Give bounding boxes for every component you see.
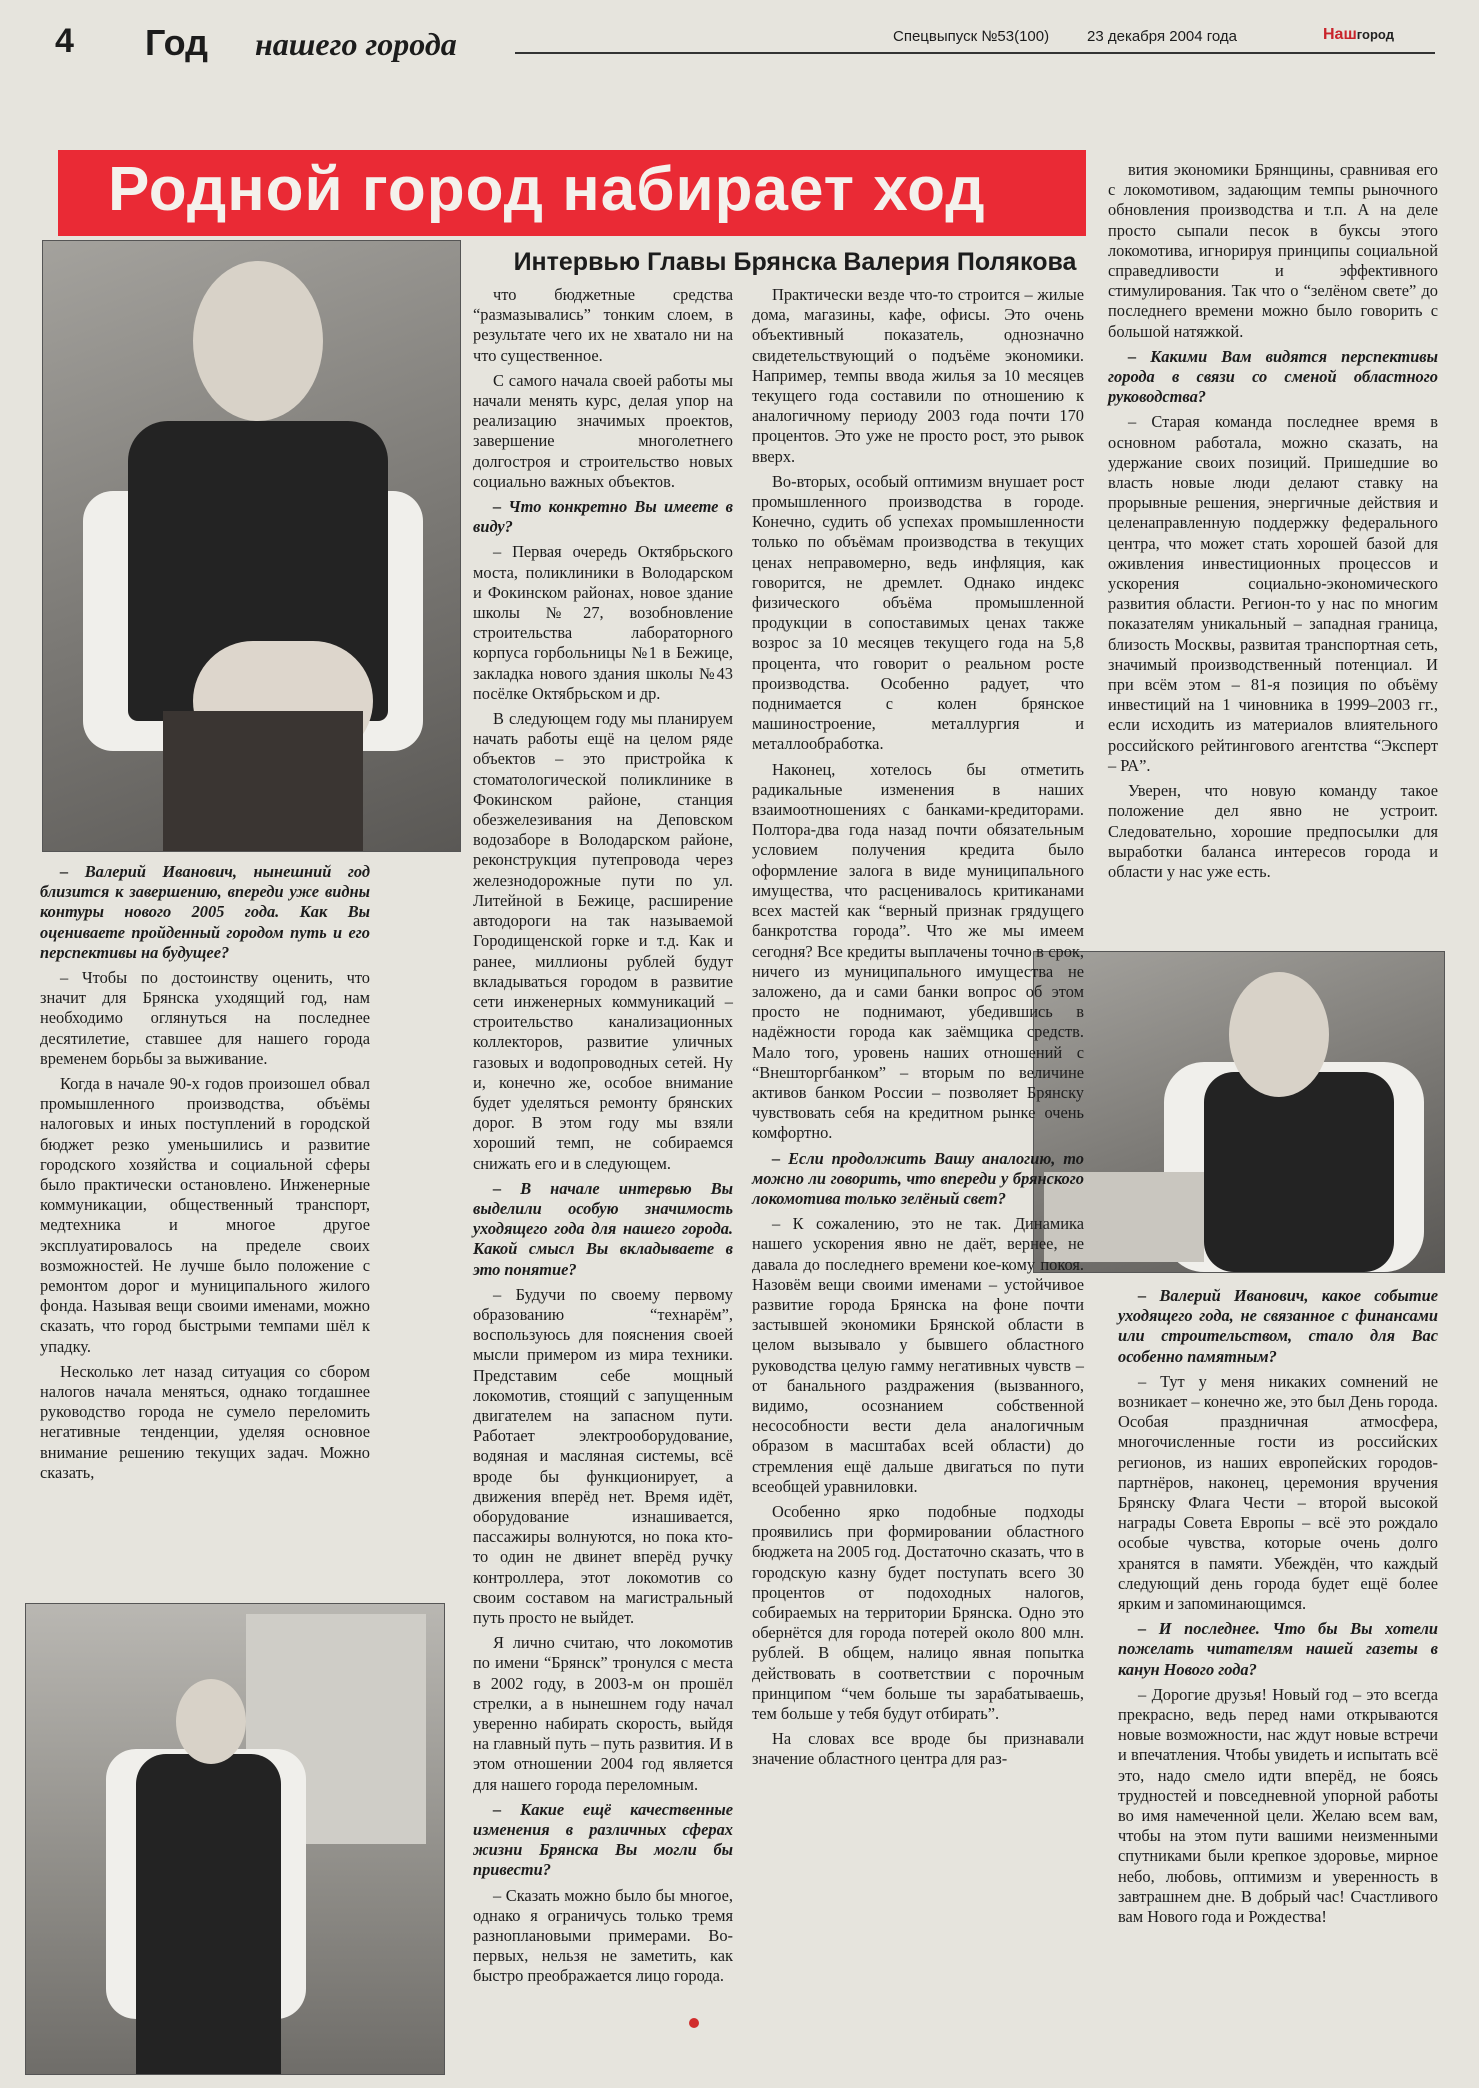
header-rule — [515, 52, 1435, 54]
newspaper-logo — [1323, 26, 1394, 44]
photo-desk-head — [1229, 972, 1329, 1097]
section-subtitle: нашего города — [255, 26, 457, 62]
page-header — [55, 22, 1435, 66]
red-ink-dot — [689, 2018, 699, 2028]
question-paragraph: – Валерий Иванович, нынешний год близится к завершению, впереди уже видны контуры нового 2005 года. Как Вы оцениваете пройденный городом путь и его перспективы на будущее? — [40, 862, 370, 962]
question-paragraph: – Какими Вам видятся перспективы города в связи со сменой областного руководства? — [1108, 346, 1438, 407]
photo-desk-vest — [1204, 1072, 1394, 1272]
answer-paragraph: вития экономики Брянщины, сравнивая его с локомотивом, задающим темпы рыночного обновления производства и т.п. А на деле просто сыпали песок в буксы этого локомотива, игнорируя принципы социальной справедливости и эффективного стимулирования. Так что о “зелёном свете” до последнего времени можно было говорить с большой натяжкой. — [1108, 160, 1438, 341]
answer-paragraph: В следующем году мы планируем начать работы ещё на целом ряде объектов – это пристройка к стоматологической поликлинике в Фокинском районе, станция обезжелезивания на Деповском водозаборе в Володарском районе, реконструкция путепровода через железнодорожные пути по ул. Литейной в Бежице, расширение автодороги на так называемой Городищенской горке и т.д. Как и ранее, миллионы рублей будут вкладываться городом в развитие сети инженерных коммуникаций – строительство канализационных коллекторов, развитие уличных газовых и водопроводных сетей. Ну и, конечно же, особое внимание будет уделяться ремонту брянских дорог. В этом году мы взяли хороший темп, не собираемся снижать его и в следующем. — [473, 709, 733, 1173]
logo-main: Наш — [1323, 26, 1357, 43]
question-paragraph: – Какие ещё качественные изменения в различных сферах жизни Брянска Вы могли бы привести? — [473, 1799, 733, 1880]
photo-mayor-seated — [42, 240, 461, 852]
answer-paragraph: С самого начала своей работы мы начали менять курс, делая упор на реализацию значимых проектов, завершение многолетнего долгостроя и строительство новых социально важных объектов. — [473, 370, 733, 491]
answer-paragraph: – Будучи по своему первому образованию “технарём”, воспользуюсь для пояснения своей мысли примером из мира техники. Представим себе мощный локомотив, стоящий с запущенным двигателем на запасном пути. Работает электрооборудование, водяная и масляная системы, всё вроде бы функционирует, а движения вперёд нет. Время идёт, оборудование изнашивается, пассажиры волнуются, но пока кто-то один не двинет вперёд ручку контроллера, этот локомотив со своим составом на магистральный путь просто не выйдет. — [473, 1284, 733, 1627]
answer-paragraph: Во-вторых, особый оптимизм внушает рост промышленного производства в городе. Конечно, судить об успехах промышленности только по объёмам производства в текущих ценах неправомерно, ведь инфляция, как говорится, не дремлет. Однако индекс физического объёма промышленной продукции в сопоставимых ценах также возрос за 10 месяцев текущего года на 5,8 процента, что говорит о реальном росте производства. Особенно радует, что поднимается с колен брянское машиностроение, металлургия и металлообработка. — [752, 471, 1084, 754]
answer-paragraph: На словах все вроде бы признавали значение областного центра для раз- — [752, 1729, 1084, 1769]
headline: Родной город набирает ход — [108, 155, 986, 224]
answer-paragraph: Особенно ярко подобные подходы проявились при формировании областного бюджета на 2005 год. Достаточно сказать, что в городскую казну будет поступать всего 30 процентов от подоходных налогов, собираемых на территории Брянска. Одно это обернётся для города потерей около 800 млн. рублей. В общем, налицо явная попытка действовать в соответствии с порочным принципом “чем больше ты зарабатываешь, тем больше у тебя будут отбирать”. — [752, 1501, 1084, 1724]
answer-paragraph: – Первая очередь Октябрьского моста, поликлиники в Володарском и Фокинском районах, новое здание школы №27, возобновление строительства лабораторного корпуса горбольницы №1 в Бежице, закладка нового здания школы №43 посёлке Октябрьском и др. — [473, 542, 733, 703]
answer-paragraph: Наконец, хотелось бы отметить радикальные изменения в наших взаимоотношениях с банками-кредиторами. Полтора-два года назад почти обязательным условием получения кредита было оформление залога в виде муниципального имущества, что расценивалось критиканами всех мастей как “верный признак грядущего банкротства города”. Что же мы имеем сегодня? Все кредиты выплачены точно в срок, ничего из муниципального имущества не заложено, да и сами банки вопрос об этом просто не поднимают, убедившись в надёжности города как заёмщика средств. Мало того, уровень наших отношений с “Внешторгбанком” – вторым по величине активов банком России – позволяет Брянску чувствовать себя на кредитном рынке очень комфортно. — [752, 759, 1084, 1143]
article-column-3 — [752, 285, 1084, 1775]
issue-number: Спецвыпуск №53(100) — [893, 28, 1050, 45]
answer-paragraph: Практически везде что-то строится – жилые дома, магазины, кафе, офисы. Это очень объективный показатель, однозначно свидетельствующий о подъёме экономики. Например, темпы ввода жилья за 10 месяцев текущего года составили по отношению к аналогичному периоду 2003 года почти 170 процентов. Это уже не просто рост, это рывок вверх. — [752, 285, 1084, 466]
question-paragraph: – Что конкретно Вы имеете в виду? — [473, 497, 733, 537]
photo-mayor-desk — [1033, 951, 1445, 1273]
answer-paragraph: Несколько лет назад ситуация со сбором налогов начала меняться, однако тогдашнее руководство города не сумело переломить негативные тенденции, уделяя основное внимание решению текущих задач. Можно сказать, — [40, 1361, 370, 1482]
photo-chair — [163, 711, 363, 851]
answer-paragraph: Я лично считаю, что локомотив по имени “Брянск” тронулся с места в 2002 году, в 2003-м он прошёл стрелки, а в нынешнем году начал уверенно набирать скорость, выйдя на главный путь – путь развития. И в этом отношении 2004 год является для нашего города переломным. — [473, 1633, 733, 1794]
page-number: 4 — [55, 22, 74, 60]
answer-paragraph: – К сожалению, это не так. Динамика нашего ускорения явно не даёт, вернее, не давала до последнего времени кое-кому покоя. Назовём вещи своими именами – устойчивое развитие города Брянска на фоне почти застывшей экономики Брянской области в целом вызывало у бывшего областного руководства целую гамму негативных чувств – от банального раздражения (вызванного, видимо, осознанием собственной несособности вести дела аналогичным образом в масштабах всей области) до стремления ещё дальше двигаться по пути всеобщей уравниловки. — [752, 1214, 1084, 1496]
article-column-4-top — [1108, 160, 1438, 887]
article-column-4-bottom — [1118, 1286, 1438, 1932]
photo-mayor-standing — [25, 1603, 445, 2075]
article-column-2 — [473, 285, 733, 1992]
question-paragraph: – Валерий Иванович, какое событие уходящего года, не связанное с финансами или строительством, стало для Вас особенно памятным? — [1118, 1286, 1438, 1366]
photo-standing-head — [176, 1679, 246, 1764]
answer-paragraph: что бюджетные средства “размазывались” тонким слоем, в результате чего их не хватало ни на что существенное. — [473, 285, 733, 365]
question-paragraph: – Если продолжить Вашу аналогию, то можно ли говорить, что впереди у брянского локомотива только зелёный свет? — [752, 1148, 1084, 1208]
answer-paragraph: – Чтобы по достоинству оценить, что значит для Брянска уходящий год, нам необходимо оглянуться на последнее десятилетие, ставшее для нашего города временем борьбы за выживание. — [40, 968, 370, 1068]
logo-sub: город — [1356, 27, 1394, 42]
question-paragraph: – В начале интервью Вы выделили особую значимость уходящего года для нашего города. Какой смысл Вы вкладываете в это понятие? — [473, 1178, 733, 1279]
headline-banner — [58, 150, 1086, 236]
answer-paragraph: – Сказать можно было бы многое, однако я ограничусь только тремя разноплановыми примерами. Во-первых, нельзя не заметить, как быстро преображается лицо города. — [473, 1885, 733, 1986]
answer-paragraph: – Дорогие друзья! Новый год – это всегда прекрасно, ведь перед нами открываются новые возможности, нас ждут новые встречи и впечатления. Чтобы увидеть и испытать всё это, надо смело идти вперёд, не боясь трудностей и повседневной упорной работы во имя намеченной цели. Желаю всем вам, чтобы на этом пути вашими неизменными спутниками были крепкое здоровье, мирное небо, любовь, оптимизм и уверенность в завтрашнем дне. В добрый час! Счастливого вам Нового года и Рождества! — [1118, 1684, 1438, 1927]
issue-date: 23 декабря 2004 года — [1087, 28, 1238, 45]
question-paragraph: – И последнее. Что бы Вы хотели пожелать читателям нашей газеты в канун Нового года? — [1118, 1619, 1438, 1679]
answer-paragraph: Когда в начале 90-х годов произошел обвал промышленного производства, объёмы налоговых и иных поступлений в городской бюджет резко уменьшились и развитие городского хозяйства и социальной сферы было практически остановлено. Инженерные коммуникации, общественный транспорт, медтехника и многое другое эксплуатировалось на пределе своих возможностей. Не лучше было положение с ремонтом дорог и муниципального жилого фонда. Называя вещи своими именами, можно сказать, что город быстрыми темпами шёл к упадку. — [40, 1074, 370, 1356]
answer-paragraph: – Старая команда последнее время в основном работала, можно сказать, на удержание своих позиций. Пришедшие во власть новые люди делают ставку на прорывные решения, энергичные действия и целенаправленную поддержку федерального центра, что может стать хорошей базой для оживления инвестиционных процессов и ускорения социально-экономического развития области. Регион-то у нас по многим показателям уникальный – западная граница, близость Москвы, развитая транспортная сеть, значимый производственный потенциал. И при всём этом – 81-я позиция по объёму инвестиций на 1 чиновника в 1999–2003 гг., если исходить из материалов влиятельного российского рейтингового агентства “Эксперт – РА”. — [1108, 412, 1438, 775]
answer-paragraph: – Тут у меня никаких сомнений не возникает – конечно же, это был День города. Особая праздничная атмосфера, многочисленные гости из российских регионов, из наших европейских городов-партнёров, наконец, церемония вручения Брянску Флага Чести – второй высокой награды Совета Европы – всё это рождало особые чувства, которые очень долго хранятся в памяти. Убеждён, что каждый следующий день города будет ещё более ярким и запоминающимся. — [1118, 1371, 1438, 1614]
photo-standing-vest — [136, 1754, 281, 2074]
section-title: Год — [145, 22, 208, 63]
photo-head — [193, 261, 323, 421]
article-column-1 — [40, 862, 370, 1488]
article-subtitle: Интервью Главы Брянска Валерия Полякова — [513, 248, 1077, 276]
answer-paragraph: Уверен, что новую команду такое положение дел явно не устроит. Следовательно, хорошие предпосылки для выработки баланса интересов города и области у нас уже есть. — [1108, 781, 1438, 881]
